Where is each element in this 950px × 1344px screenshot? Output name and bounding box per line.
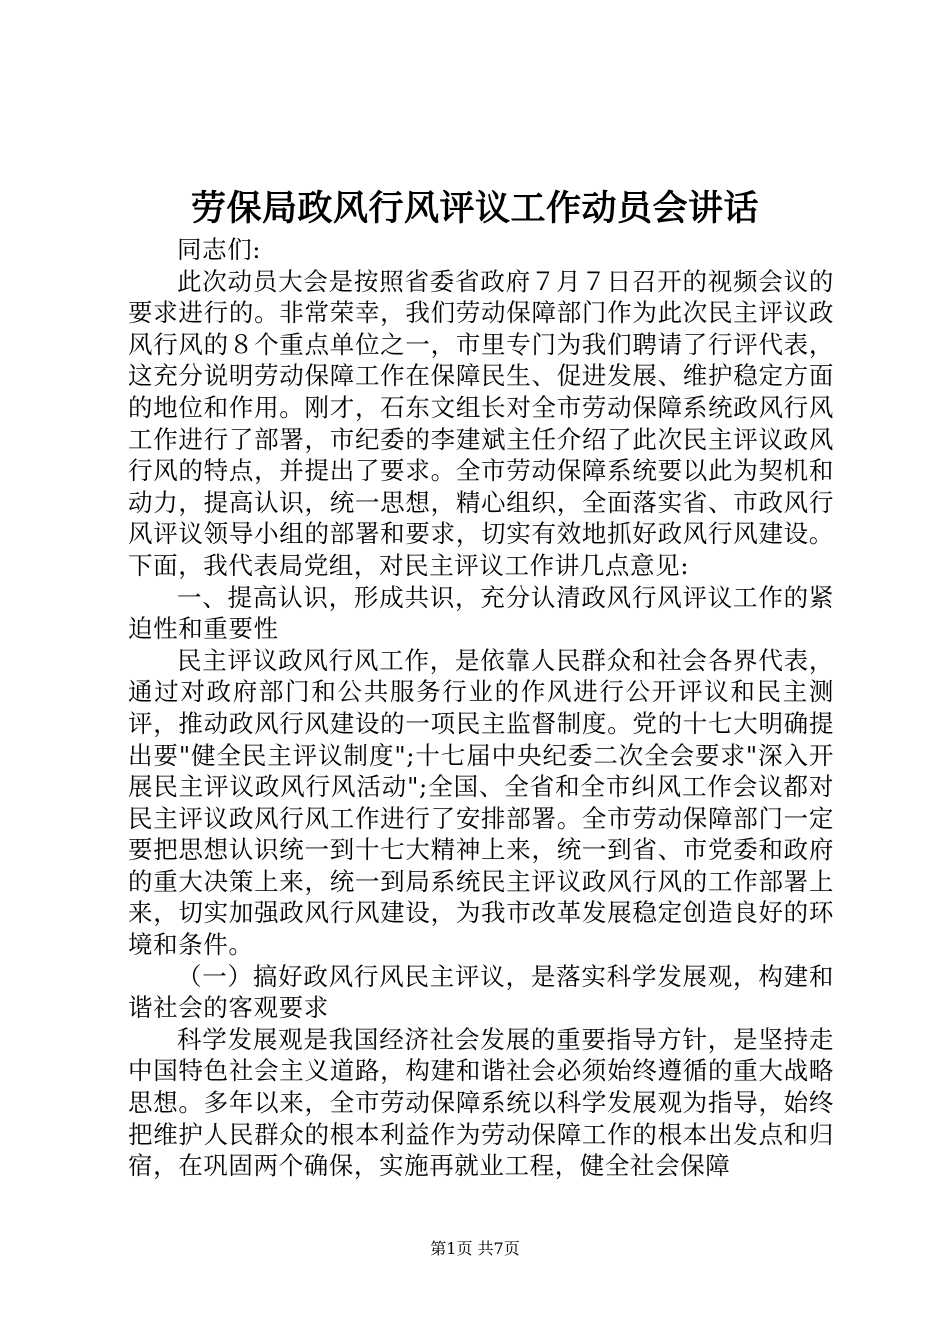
document-title: 劳保局政风行风评议工作动员会讲话 (190, 188, 759, 229)
document-body (128, 234, 834, 1182)
subsection-heading-1: （一）搞好政风行风民主评议，是落实科学发展观，构建和谐社会的客观要求 (128, 961, 834, 1023)
section-heading-1: 一、提高认识，形成共识，充分认清政风行风评议工作的紧迫性和重要性 (128, 582, 834, 644)
paragraph-section-1: 民主评议政风行风工作，是依靠人民群众和社会各界代表，通过对政府部门和公共服务行业的作风进行公开评议和民主测评，推动政风行风建设的一项民主监督制度。党的十七大明确提出要"健全民主评议制度";十七届中央纪委二次全会要求"深入开展民主评议政风行风活动";全国、全省和全市纠风工作会议都对民主评议政风行风工作进行了安排部署。全市劳动保障部门一定要把思想认识统一到十七大精神上来，统一到省、市党委和政府的重大决策上来，统一到局系统民主评议政风行风的工作部署上来，切实加强政风行风建设，为我市改革发展稳定创造良好的环境和条件。 (128, 645, 834, 960)
salutation: 同志们: (177, 235, 262, 264)
page-footer: 第1页 共7页 (430, 1239, 520, 1258)
paragraph-subsection-1: 科学发展观是我国经济社会发展的重要指导方针，是坚持走中国特色社会主义道路，构建和谐社会必须始终遵循的重大战略思想。多年以来，全市劳动保障系统以科学发展观为指导，始终把维护人民群众的根本利益作为劳动保障工作的根本出发点和归宿，在巩固两个确保，实施再就业工程，健全社会保障 (128, 1024, 834, 1181)
paragraph-intro: 此次动员大会是按照省委省政府７月７日召开的视频会议的要求进行的。非常荣幸，我们劳动保障部门作为此次民主评议政风行风的８个重点单位之一，市里专门为我们聘请了行评代表，这充分说明劳动保障工作在保障民生、促进发展、维护稳定方面的地位和作用。刚才，石东文组长对全市劳动保障系统政风行风工作进行了部署，市纪委的李建斌主任介绍了此次民主评议政风行风的特点，并提出了要求。全市劳动保障系统要以此为契机和动力，提高认识，统一思想，精心组织，全面落实省、市政风行风评议领导小组的部署和要求，切实有效地抓好政风行风建设。下面，我代表局党组，对民主评议工作讲几点意见: (128, 266, 834, 580)
